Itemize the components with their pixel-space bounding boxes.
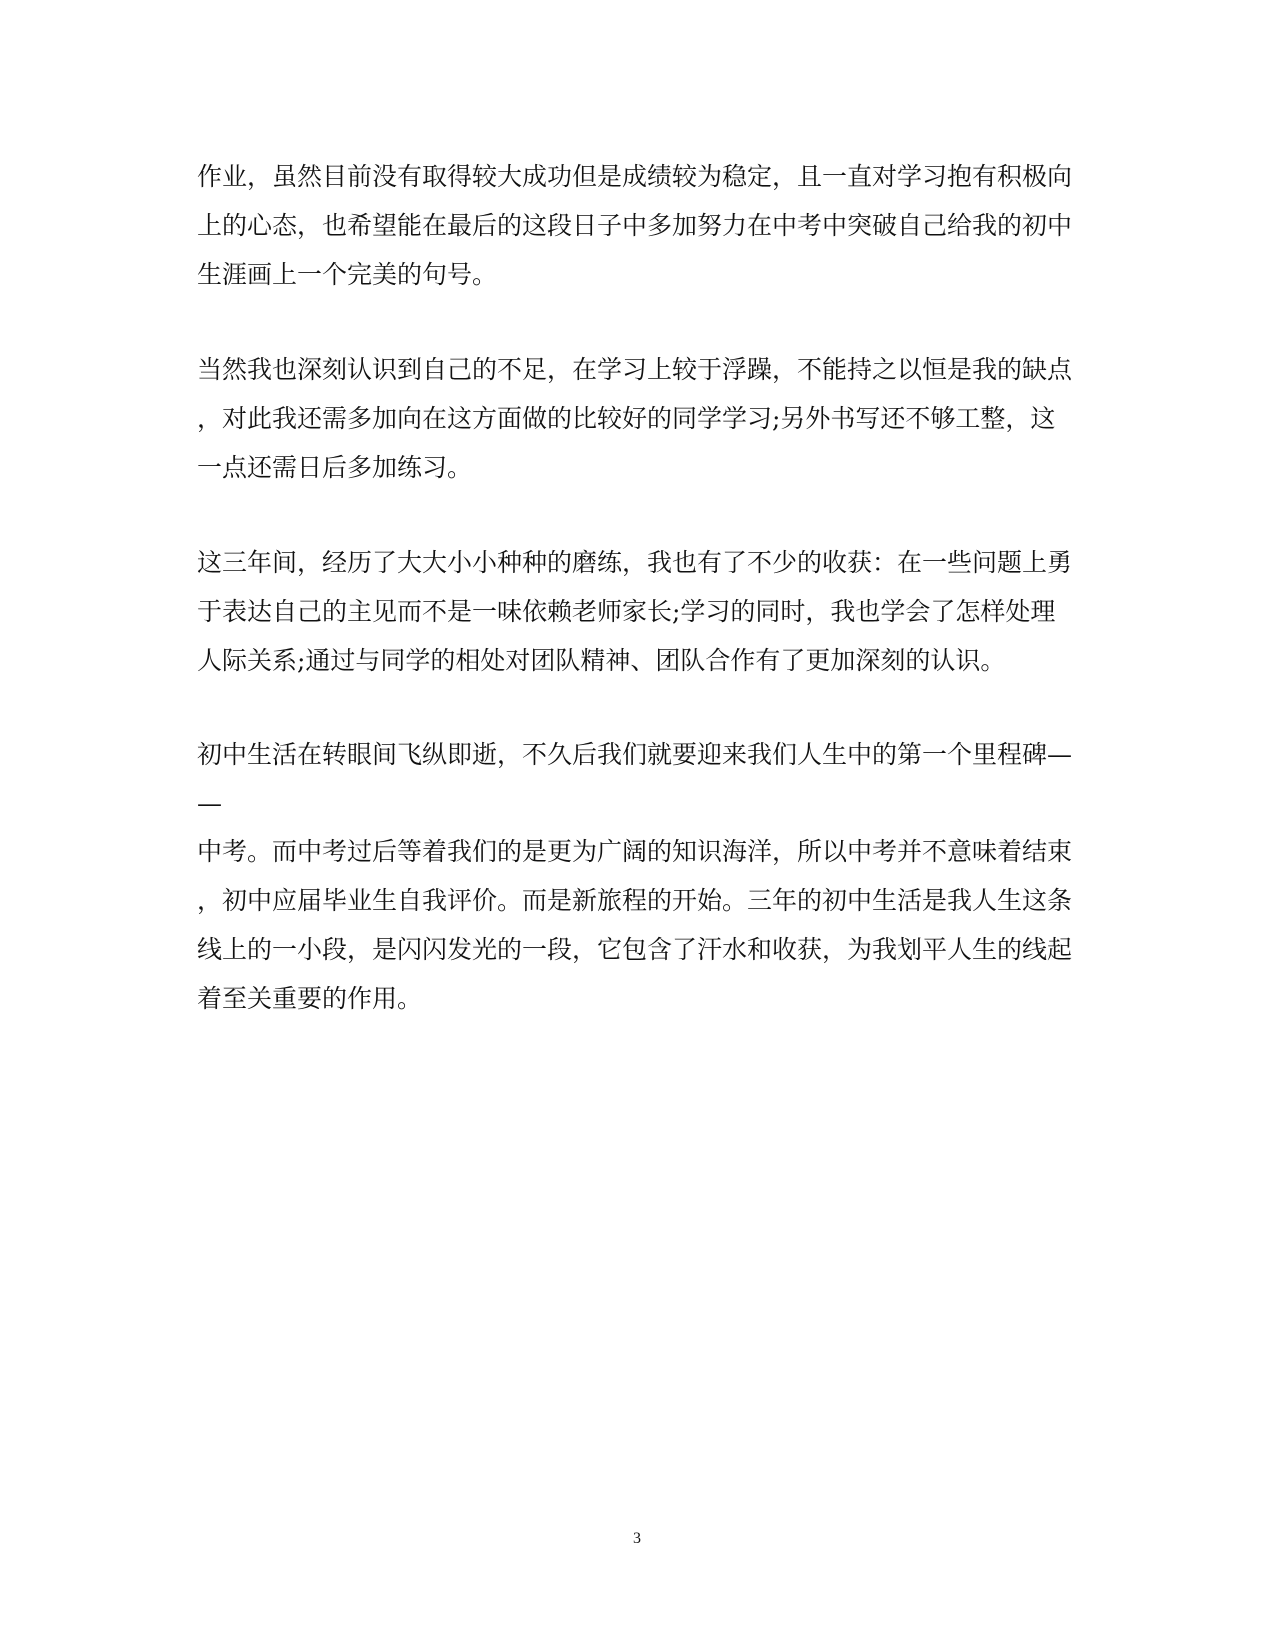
text-line: 生涯画上一个完美的句号。 [197, 260, 498, 289]
paragraph-3 [197, 538, 1077, 685]
text-line: ，对此我还需多加向在这方面做的比较好的同学学习;另外书写还不够工整，这 [197, 404, 1056, 433]
text-line: 当然我也深刻认识到自己的不足，在学习上较于浮躁，不能持之以恒是我的缺点 [197, 355, 1073, 384]
text-line: 线上的一小段，是闪闪发光的一段，它包含了汗水和收获，为我划平人生的线起 [197, 935, 1073, 964]
paragraph-4 [197, 730, 1077, 828]
paragraph-1 [197, 152, 1077, 299]
text-line: 人际关系;通过与同学的相处对团队精神、团队合作有了更加深刻的认识。 [197, 646, 1006, 675]
text-line: ，初中应届毕业生自我评价。而是新旅程的开始。三年的初中生活是我人生这条 [197, 886, 1073, 915]
paragraph-5 [197, 827, 1077, 1023]
text-line: 一点还需日后多加练习。 [197, 453, 473, 482]
text-line: — [197, 789, 222, 818]
text-line: 这三年间，经历了大大小小种种的磨练，我也有了不少的收获：在一些问题上勇 [197, 548, 1073, 577]
text-line: 上的心态，也希望能在最后的这段日子中多加努力在中考中突破自己给我的初中 [197, 211, 1073, 240]
page-number: 3 [633, 1530, 641, 1547]
text-line: 初中生活在转眼间飞纵即逝，不久后我们就要迎来我们人生中的第一个里程碑— [197, 740, 1073, 769]
text-line: 于表达自己的主见而不是一味依赖老师家长;学习的同时，我也学会了怎样处理 [197, 597, 1056, 626]
paragraph-2 [197, 345, 1077, 492]
text-line: 着至关重要的作用。 [197, 984, 423, 1013]
text-line: 中考。而中考过后等着我们的是更为广阔的知识海洋，所以中考并不意味着结束 [197, 837, 1073, 866]
text-line: 作业，虽然目前没有取得较大成功但是成绩较为稳定，且一直对学习抱有积极向 [197, 162, 1073, 191]
